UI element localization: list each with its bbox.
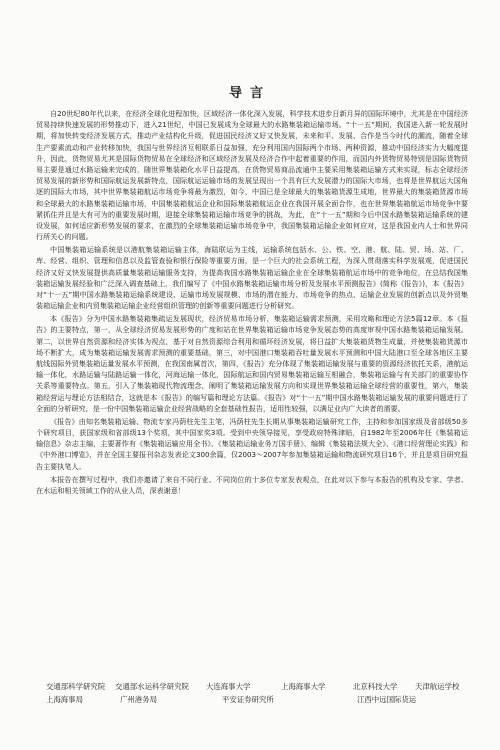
org-name: 天津航运学校 xyxy=(415,682,460,691)
org-name: 北京科技大学 xyxy=(353,682,398,691)
org-name: 江西中远国际货运 xyxy=(357,695,417,704)
org-name: 交通部水运科学研究院 xyxy=(115,682,189,691)
paragraph-3: 本《报告》分为中国水路集装箱集疏运发展现状，经济贸易市场分析，集装箱运输需求预测，采用攻略和理论方法5篇12章。本《报告》的主要特点，第一，从全球经济贸易发展形势的广度和站在世界集装箱运输市场竞争发展态势的高度审视中国水路集装箱运输发展。第二，以世界自然资源和经济实体为视点，基于对自然资源综合利用和循环经济发展，将日益扩大集装箱货物生成量，并使集装箱货源市场不断扩大，成为集装箱运输发展需求预测的重要基础，第三，对中国港口集装箱吞吐量发展水平预测和中国大陆港口至全球各地区主要航线国际外贸集装箱运量发展水平预测，在我国南属首次，第四，《报告》充分体现了集装箱运输发展与重要的资源经济依托关系，港航运输一体化，水路运输与陆路运输一体化，河海运输一体化，国际航运和国内贸易集装箱运输互相融合，集装箱运输与有关部门的重要协作关系等重要特点。第五，引入了集装箱现代物流理念，阐明了集装箱运输发展方向和实现世界集装箱运输全球经营的重要性，第六，集装箱经营运与理论方法相结合，这就是本《报告》的编写篇和理论方法篇。《报告》对“十一五”期中国水路集装箱运输发展的重要问题进行了全面的分析研究，是一份中国集装箱运输企业经营战略的全套基础性报告，适用性较强，以满足业内广大读者的需要。 xyxy=(36,314,468,413)
acknowledged-organizations xyxy=(46,680,466,706)
org-name: 上海海事大学 xyxy=(281,682,326,691)
org-row-1 xyxy=(46,680,466,693)
paragraph-5: 本报告在撰写过程中，我们亦邀请了来自不同行业、不同岗位的十多位专家发表观点，在此对以下参与本报告的机构及专家、学者、在水运和相关领域工作的从业人员，深表谢意！ xyxy=(36,474,468,495)
org-name: 交通部科学研究院 xyxy=(46,682,106,691)
paragraph-4: 《报告》由知名集装箱运输、物流专家冯荫柱先生主笔，冯荫柱先生长期从事集装箱运输研究工作，主持和参加国家级及省部级50多个研究项目，获国家级和省部级13个奖项，其中国家奖3项。受到中央领导接见，享受政府特殊津贴，自1982年至2006年任《集装箱运输信息》杂志主编，主要著作有《集装箱运输应用全书》、《集装箱运输业务万国手册》、编辑《集装箱法规大全》、《港口经营理论实践》和《中外港口博览》，并在全国主要报刊杂志发表论文300余篇，仅2003～2007年参加集装箱运输和物流研究项目16个，并且是项目研究报告主要执笔人。 xyxy=(36,416,468,471)
paragraph-2: 中国集装箱运输系统是以港航集装箱运输主体，海陆联运为主线，运输系统包括水、公、铁、空、港、航、陆、贸、场、站、厂、库、经营、组织、管理和信息以及监管查验和银行保险等重要方面，是一个巨大的社会系统工程，为深入贯彻落实科学发展观，促进国民经济又好又快发展提供高质量集装箱运输服务支持，为提高我国水路集装箱运输企业在全球集装箱航运市场中的竞争地位，在总结我国集装箱运输发展经验和广泛深入调查基础上，我们编写了《中国水路集装箱运输市场分析及发展水平预测报告》(简称《报告》)，本《报告》对“十一五”期中国水路集装箱运输系统建设、运输市场发展规模、市场的潜在能力、市场竞争的热点、运输企业发展的创新点以及外贸集装箱运输企业和内贸集装箱运输企业经营组织管理的创新等重要问题进行分析研究。 xyxy=(36,245,468,311)
body-text xyxy=(36,108,468,498)
org-row-2 xyxy=(46,693,466,706)
page-title: 导言 xyxy=(228,86,271,101)
org-name: 上海海事局 xyxy=(46,695,83,704)
paragraph-1: 自20世纪80年代以来，在经济全球化进程加快，区域经济一体化深入发展，科学技术进步日新月异的国际环境中，尤其是在中国经济贸易持续快速发展的形势推动下，进入21世纪，中国已发展成为全球最大的水路集装箱运输市场。“十一五”期间，我国进入新一轮发展时期，将加快转变经济发展方式，推动产业结构化升级，促进国民经济又好又快发展，未来和平、发展、合作是当今时代的潮流，随着全球生产要素流动和产业转移加快，我国与世界经济互相联系日益加强，充分利用国内国际两个市场、两种资源，推动中国经济实力大幅度提升，因此，货物贸易尤其是国际货物贸易在全球经济和区域经济发展及经济合作中起着重要的作用，而国内外货物贸易特别是国际货物贸易主要是通过水路运输来完成的，随世界集装箱化水平日益提高，在货物贸易商品流通中主要采用集装箱运输方式来实现，标志全球经济贸易发展的新形势和国际航运发展新特点，国际航运运输市场的发展呈现出一个具有巨大发展潜力的国际大市场，也将是世界航运大国角逐的国际大市场，其中世界集装箱航运市场竞争将最为激烈，如今，中国已是全球最大的集装箱货源生成地，世界最大的集装箱货源市场和全球最大的水路集装箱运输市场，中国集装箱航运企业和国际集装箱航运企业在我国开展全面合作，也在世界集装箱航运市场竞争中要紧抓住并且是大有可为的重要发展时期，迎接全球集装箱运输市场竞争的挑战，为此，在“十一五”期和今后中国水路集装箱运输系统的建设发展，如何适应新形势发展的要求，在激烈的全球集装箱运输市场竞争中，我国集装箱运输企业如何应对，这是我国业内人士和世界同行所关心的问题。 xyxy=(36,109,468,242)
org-name: 广州港务局 xyxy=(120,695,157,704)
org-name: 大连海事大学 xyxy=(206,682,251,691)
org-name: 平安证券研究所 xyxy=(222,695,274,704)
